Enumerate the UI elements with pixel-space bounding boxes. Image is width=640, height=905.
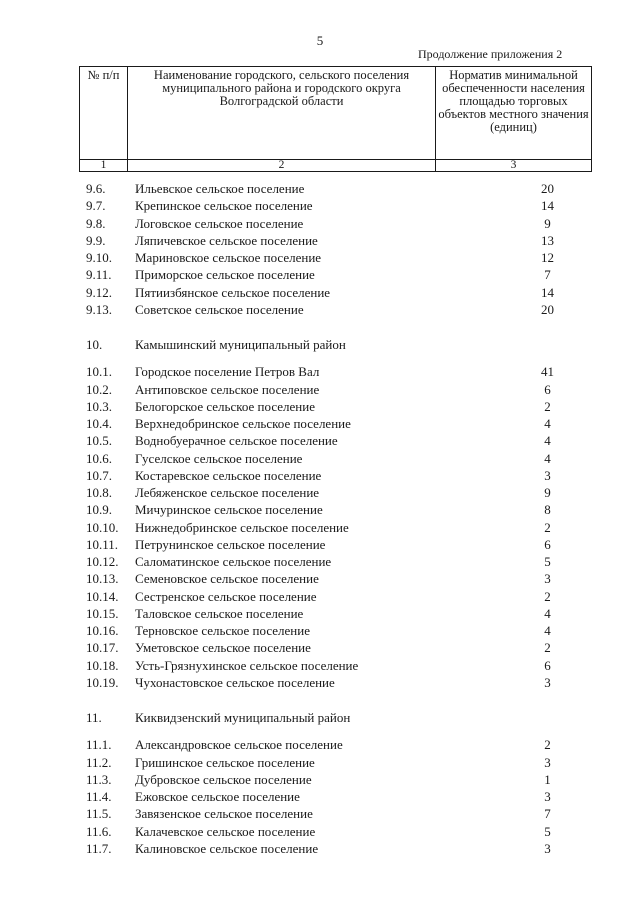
table-row — [0, 536, 640, 553]
row-name: Гришинское сельское поселение — [135, 754, 315, 770]
row-value: 9 — [544, 485, 551, 500]
row-number: 9.13. — [86, 301, 112, 317]
header-col-name-text: Наименование городского, сельского поселения муниципального района и городского округа Волгоградской области — [153, 68, 410, 108]
row-number: 11.4. — [86, 789, 112, 804]
row-name: Советское сельское поселение — [135, 301, 304, 317]
row-number: 10.6. — [86, 450, 112, 466]
row-name: Лебяженское сельское поселение — [135, 485, 320, 500]
table-row — [0, 771, 640, 788]
row-value: 7 — [544, 267, 551, 283]
row-number: 11.3. — [86, 771, 112, 787]
table-row — [0, 398, 640, 415]
table-row — [0, 754, 640, 771]
row-value: 9 — [544, 215, 551, 231]
row-number: 9.6. — [86, 181, 106, 196]
row-value: 5 — [544, 554, 551, 569]
row-number: 10.1. — [86, 364, 112, 380]
row-number: 9.7. — [86, 198, 106, 214]
row-name: Верхнедобринское сельское поселение — [135, 416, 351, 431]
table-row — [0, 639, 640, 656]
row-value: 3 — [544, 754, 551, 770]
row-value: 14 — [541, 284, 554, 300]
section-row — [0, 336, 640, 353]
page-number: 5 — [316, 33, 324, 48]
row-name: Городское поселение Петров Вал — [135, 364, 320, 380]
row-name: Саломатинское сельское поселение — [135, 554, 332, 569]
table-row — [0, 605, 640, 622]
row-name: Терновское сельское поселение — [135, 623, 310, 638]
row-number: 10.4. — [86, 416, 112, 431]
row-name: Костаревское сельское поселение — [135, 467, 322, 483]
row-name: Мариновское сельское поселение — [135, 250, 322, 265]
table-row — [0, 415, 640, 432]
row-number: 11.1. — [86, 737, 112, 753]
row-number: 9.8. — [86, 215, 106, 231]
table-row — [0, 823, 640, 840]
row-value: 5 — [544, 823, 551, 839]
row-name: Киквидзенский муниципальный район — [135, 710, 351, 725]
row-number: 10.19. — [86, 674, 119, 690]
table-row — [0, 570, 640, 587]
row-value: 13 — [541, 232, 554, 248]
table-row — [0, 501, 640, 518]
row-value: 3 — [544, 840, 551, 856]
row-number: 9.11. — [86, 267, 112, 283]
row-number: 9.12. — [86, 284, 112, 300]
row-value: 2 — [544, 737, 551, 753]
header-col-number-text: № п/п — [87, 68, 120, 82]
row-name: Антиповское сельское поселение — [135, 381, 320, 397]
row-name: Усть-Грязнухинское сельское поселение — [135, 657, 359, 673]
table-row — [0, 284, 640, 301]
row-value: 2 — [544, 588, 551, 604]
row-number: 10.14. — [86, 588, 119, 604]
row-name: Ежовское сельское поселение — [135, 789, 300, 804]
row-name: Камышинский муниципальный район — [135, 337, 346, 352]
row-name: Приморское сельское поселение — [135, 267, 315, 283]
header-index-3: 3 — [436, 160, 592, 172]
row-name: Уметовское сельское поселение — [135, 640, 311, 656]
table-row — [0, 197, 640, 214]
table-row — [0, 363, 640, 380]
row-value: 3 — [544, 789, 551, 804]
row-name: Сестренское сельское поселение — [135, 588, 317, 604]
row-value: 7 — [544, 806, 551, 822]
row-number: 10.7. — [86, 467, 112, 483]
row-value: 3 — [544, 467, 551, 483]
row-name: Чухонастовское сельское поселение — [135, 674, 335, 690]
row-value: 3 — [544, 571, 551, 587]
row-number: 11.7. — [86, 840, 112, 856]
row-name: Завязенское сельское поселение — [135, 806, 313, 822]
table-row — [0, 180, 640, 197]
table-row — [0, 484, 640, 501]
row-name: Калиновское сельское поселение — [135, 840, 319, 856]
row-value: 20 — [541, 301, 554, 317]
header-col-norm-text: Норматив минимальной обеспеченности населения площадью торговых объектов местного значения (единиц) — [438, 68, 589, 134]
row-value: 6 — [544, 536, 551, 552]
table-row — [0, 301, 640, 318]
header-index-1: 1 — [80, 160, 128, 172]
table-row — [0, 215, 640, 232]
row-number: 10.12. — [86, 554, 119, 569]
table-row — [0, 622, 640, 639]
row-value: 2 — [544, 398, 551, 414]
table-row — [0, 657, 640, 674]
row-number: 10.10. — [86, 519, 119, 535]
table-row — [0, 805, 640, 822]
row-number: 11.2. — [86, 754, 112, 770]
table-row — [0, 232, 640, 249]
row-number: 9.9. — [86, 232, 106, 248]
row-number: 10.3. — [86, 398, 112, 414]
row-value: 2 — [544, 640, 551, 656]
row-value: 4 — [544, 623, 551, 638]
continuation-note: Продолжение приложения 2 — [418, 47, 563, 61]
row-name: Крепинское сельское поселение — [135, 198, 313, 214]
row-name: Воднобуерачное сельское поселение — [135, 433, 338, 449]
row-value: 4 — [544, 605, 551, 621]
row-value: 12 — [541, 250, 554, 265]
row-number: 10.15. — [86, 605, 119, 621]
row-value: 20 — [541, 181, 554, 196]
row-value: 1 — [544, 771, 551, 787]
row-name: Семеновское сельское поселение — [135, 571, 319, 587]
row-number: 11. — [86, 710, 102, 725]
row-number: 10.16. — [86, 623, 119, 638]
row-number: 11.5. — [86, 806, 112, 822]
table-row — [0, 736, 640, 753]
row-value: 8 — [544, 502, 551, 518]
row-number: 10.13. — [86, 571, 119, 587]
row-value: 4 — [544, 433, 551, 449]
row-name: Дубровское сельское поселение — [135, 771, 312, 787]
row-number: 10.5. — [86, 433, 112, 449]
section-row — [0, 709, 640, 726]
row-value: 6 — [544, 657, 551, 673]
row-name: Белогорское сельское поселение — [135, 398, 315, 414]
row-name: Александровское сельское поселение — [135, 737, 343, 753]
row-number: 11.6. — [86, 823, 112, 839]
table-row — [0, 249, 640, 266]
row-number: 9.10. — [86, 250, 112, 265]
row-value: 6 — [544, 381, 551, 397]
row-value: 4 — [544, 450, 551, 466]
table-row — [0, 788, 640, 805]
row-number: 10. — [86, 337, 103, 352]
row-name: Гуселское сельское поселение — [135, 450, 303, 466]
table-row — [0, 840, 640, 857]
row-name: Ляпичевское сельское поселение — [135, 232, 318, 248]
row-name: Ильевское сельское поселение — [135, 181, 305, 196]
row-name: Логовское сельское поселение — [135, 215, 304, 231]
table-row — [0, 450, 640, 467]
table-row — [0, 553, 640, 570]
row-value: 41 — [541, 364, 554, 380]
row-name: Пятиизбянское сельское поселение — [135, 284, 331, 300]
row-number: 10.18. — [86, 657, 119, 673]
row-name: Мичуринское сельское поселение — [135, 502, 323, 518]
row-name: Нижнедобринское сельское поселение — [135, 519, 349, 535]
row-name: Петрунинское сельское поселение — [135, 536, 326, 552]
row-name: Таловское сельское поселение — [135, 605, 304, 621]
row-number: 10.8. — [86, 485, 112, 500]
row-value: 3 — [544, 674, 551, 690]
row-value: 2 — [544, 519, 551, 535]
row-number: 10.2. — [86, 381, 112, 397]
row-value: 4 — [544, 416, 551, 431]
table-row — [0, 266, 640, 283]
row-name: Калачевское сельское поселение — [135, 823, 316, 839]
header-index-2: 2 — [128, 160, 436, 172]
row-number: 10.9. — [86, 502, 112, 518]
table-row — [0, 519, 640, 536]
table-row — [0, 588, 640, 605]
row-number: 10.17. — [86, 640, 119, 656]
table-row — [0, 432, 640, 449]
row-number: 10.11. — [86, 536, 119, 552]
table-row — [0, 381, 640, 398]
table-row — [0, 467, 640, 484]
table-row — [0, 674, 640, 691]
row-value: 14 — [541, 198, 554, 214]
